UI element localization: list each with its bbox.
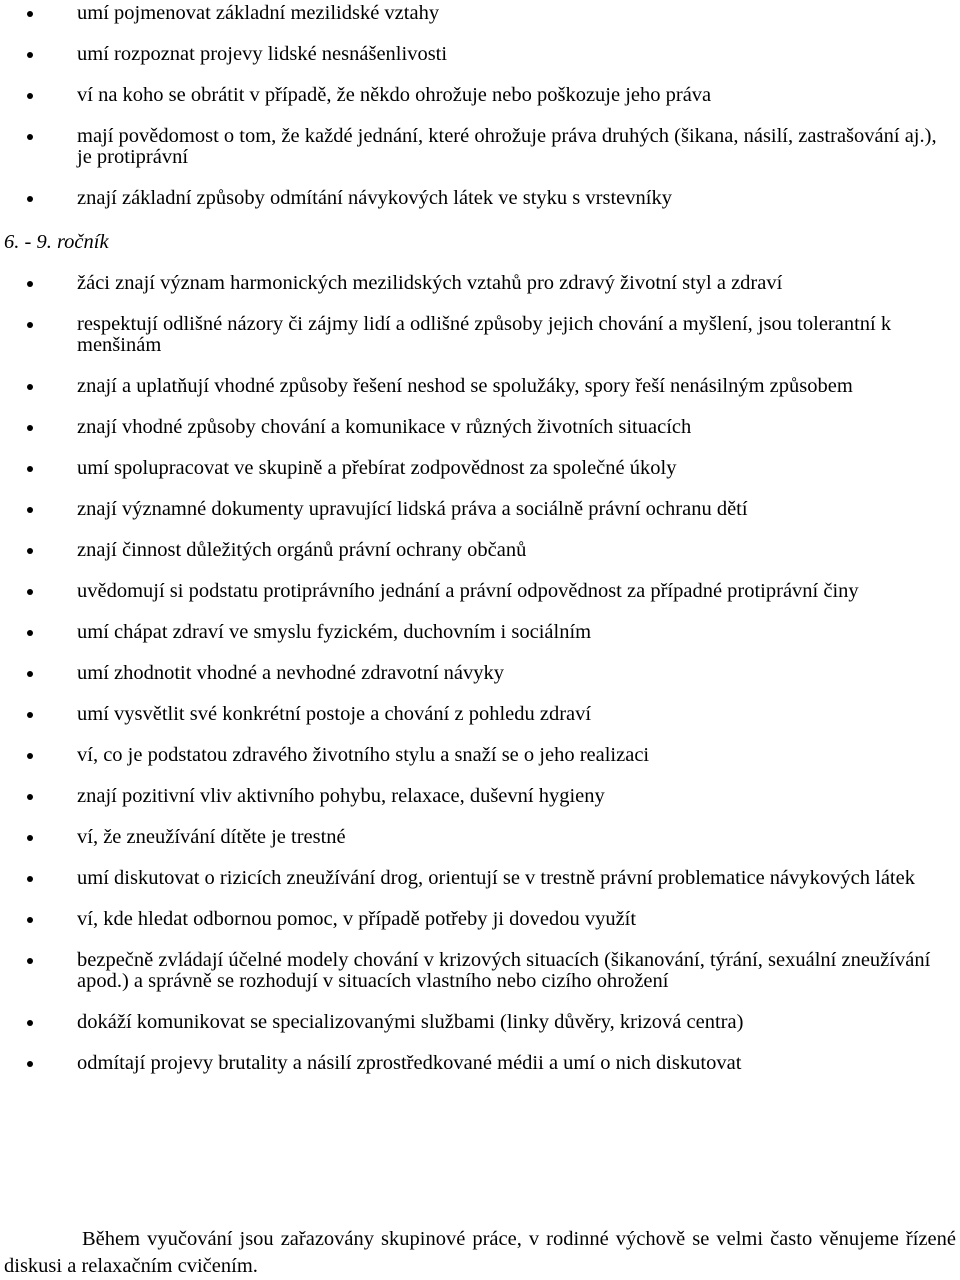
bullet-icon <box>27 712 33 718</box>
list-item <box>0 376 960 397</box>
list-item-text: znají pozitivní vliv aktivního pohybu, relaxace, duševní hygieny <box>77 785 605 807</box>
list-item-text: žáci znají význam harmonických mezilidských vztahů pro zdravý životní styl a zdraví <box>77 272 783 294</box>
list-item <box>0 827 960 848</box>
list-item-text: mají povědomost o tom, že každé jednání, které ohrožuje práva druhých (šikana, násilí, zastrašování aj.), je protiprávní <box>77 125 937 168</box>
list-item-text: uvědomují si podstatu protiprávního jednání a právní odpovědnost za případné protiprávní činy <box>77 580 859 602</box>
closing-paragraph: Během vyučování jsou zařazovány skupinové práce, v rodinné výchově se velmi často věnujeme řízené diskusi a relaxačním cvičením. <box>4 1227 956 1277</box>
bullet-icon <box>27 958 33 964</box>
list-item <box>0 126 960 168</box>
list-item-text: odmítají projevy brutality a násilí zprostředkované médii a umí o nich diskutovat <box>77 1052 742 1074</box>
list-item <box>0 704 960 725</box>
bullet-icon <box>27 548 33 554</box>
list-item <box>0 909 960 930</box>
bullet-icon <box>27 671 33 677</box>
list-item <box>0 786 960 807</box>
list-item-text: respektují odlišné názory či zájmy lidí a odlišné způsoby jejich chování a myšlení, jsou tolerantní k menšinám <box>77 313 892 356</box>
bullet-icon <box>27 589 33 595</box>
list-item-text: dokáží komunikovat se specializovanými službami (linky důvěry, krizová centra) <box>77 1011 744 1033</box>
list-item <box>0 663 960 684</box>
list-item <box>0 44 960 65</box>
list-item-text: umí spolupracovat ve skupině a přebírat zodpovědnost za společné úkoly <box>77 457 677 479</box>
bullet-icon <box>27 1020 33 1026</box>
list-item-text: bezpečně zvládají účelné modely chování v krizových situacích (šikanování, týrání, sexuální zneužívání apod.) a správně se rozhodují v situacích vlastního nebo cizího ohrožení <box>77 949 931 992</box>
list-item <box>0 868 960 889</box>
list-item <box>0 1053 960 1074</box>
list-item <box>0 85 960 106</box>
list-item <box>0 540 960 561</box>
list-item-text: umí rozpoznat projevy lidské nesnášenlivosti <box>77 43 448 65</box>
list-item-text: znají základní způsoby odmítání návykových látek ve styku s vrstevníky <box>77 187 672 209</box>
list-item <box>0 950 960 992</box>
section-heading: 6. - 9. ročník <box>4 231 109 253</box>
list-item <box>0 273 960 294</box>
list-item <box>0 3 960 24</box>
bullet-icon <box>27 322 33 328</box>
bullet-icon <box>27 507 33 513</box>
list-item-text: umí vysvětlit své konkrétní postoje a chování z pohledu zdraví <box>77 703 592 725</box>
list-item <box>0 581 960 602</box>
bullet-icon <box>27 281 33 287</box>
bullet-icon <box>27 52 33 58</box>
bullet-icon <box>27 1061 33 1067</box>
list-item <box>0 458 960 479</box>
list-item-text: ví, co je podstatou zdravého životního stylu a snaží se o jeho realizaci <box>77 744 650 766</box>
list-item-text: znají vhodné způsoby chování a komunikace v různých životních situacích <box>77 416 692 438</box>
list-item <box>0 188 960 209</box>
bullet-icon <box>27 753 33 759</box>
bullet-icon <box>27 134 33 140</box>
bullet-icon <box>27 876 33 882</box>
bullet-icon <box>27 794 33 800</box>
bullet-icon <box>27 11 33 17</box>
bullet-icon <box>27 917 33 923</box>
bullet-icon <box>27 466 33 472</box>
outcomes-list-primary <box>0 3 960 229</box>
list-item-text: ví, kde hledat odbornou pomoc, v případě potřeby ji dovedou využít <box>77 908 637 930</box>
bullet-icon <box>27 835 33 841</box>
list-item <box>0 417 960 438</box>
bullet-icon <box>27 630 33 636</box>
list-item-text: ví na koho se obrátit v případě, že někdo ohrožuje nebo poškozuje jeho práva <box>77 84 712 106</box>
list-item-text: znají a uplatňují vhodné způsoby řešení neshod se spolužáky, spory řeší nenásilným způsobem <box>77 375 853 397</box>
list-item-text: umí chápat zdraví ve smyslu fyzickém, duchovním i sociálním <box>77 621 592 643</box>
list-item-text: umí zhodnotit vhodné a nevhodné zdravotní návyky <box>77 662 504 684</box>
list-item <box>0 622 960 643</box>
list-item <box>0 745 960 766</box>
list-item-text: umí pojmenovat základní mezilidské vztahy <box>77 2 440 24</box>
list-item <box>0 314 960 356</box>
list-item-text: ví, že zneužívání dítěte je trestné <box>77 826 346 848</box>
list-item-text: znají činnost důležitých orgánů právní ochrany občanů <box>77 539 527 561</box>
list-item-text: umí diskutovat o rizicích zneužívání drog, orientují se v trestně právní problematice návykových látek <box>77 867 915 889</box>
list-item <box>0 1012 960 1033</box>
outcomes-list-secondary <box>0 273 960 1094</box>
bullet-icon <box>27 196 33 202</box>
list-item <box>0 499 960 520</box>
bullet-icon <box>27 425 33 431</box>
bullet-icon <box>27 93 33 99</box>
bullet-icon <box>27 384 33 390</box>
list-item-text: znají významné dokumenty upravující lidská práva a sociálně právní ochranu dětí <box>77 498 748 520</box>
